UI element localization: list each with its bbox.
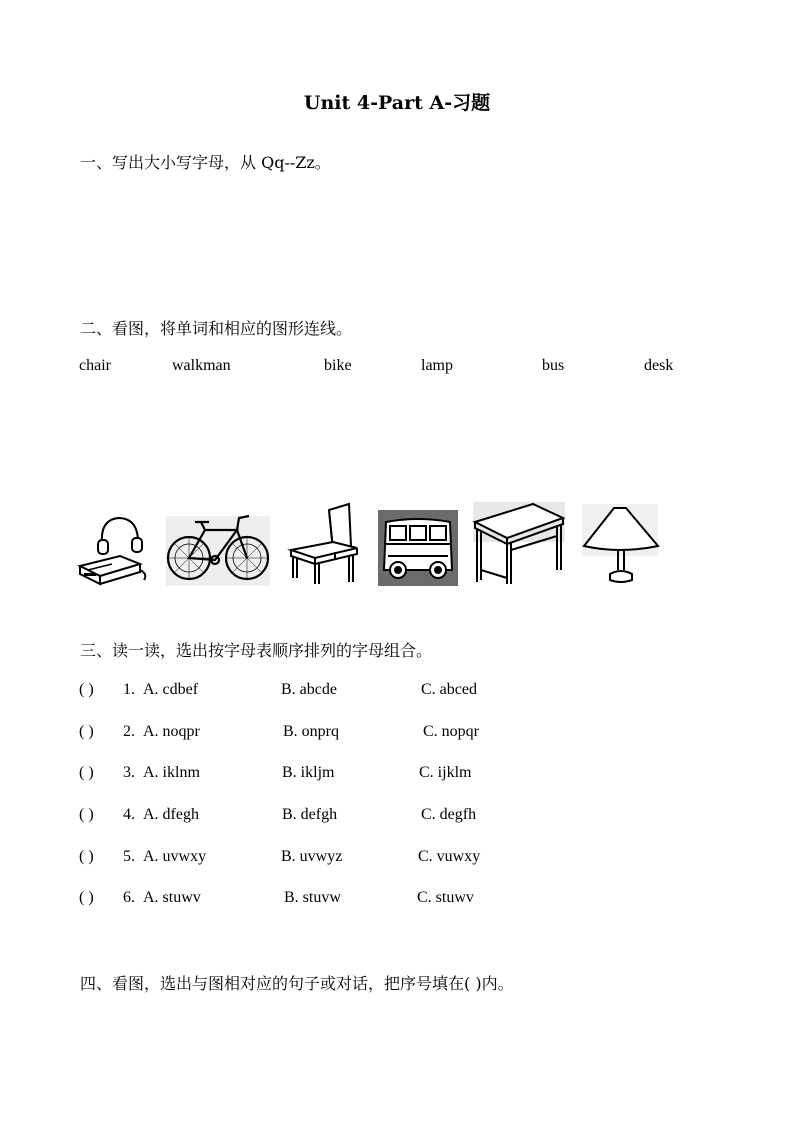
lamp-icon — [580, 500, 660, 586]
question-number: 1. — [123, 681, 135, 698]
page-title: Unit 4-Part A-习题 — [303, 92, 491, 114]
word-bus: bus — [542, 357, 565, 374]
bike-icon — [165, 500, 271, 586]
desk-icon — [471, 500, 567, 586]
section-2-heading: 二、看图，将单词和相应的图形连线。 — [80, 319, 353, 338]
word-bike: bike — [324, 357, 352, 374]
option-c: C. stuwv — [417, 889, 474, 906]
option-a: A. uvwxy — [143, 848, 207, 865]
option-b: B. defgh — [282, 806, 338, 823]
chair-icon — [287, 500, 363, 586]
option-b: B. stuvw — [284, 889, 341, 906]
section-4-heading: 四、看图，选出与图相对应的句子或对话，把序号填在( )内。 — [80, 974, 514, 993]
answer-blank[interactable]: ( ) — [79, 806, 94, 823]
option-b: B. onprq — [283, 723, 339, 740]
section-1-heading: 一、写出大小写字母，从 Qq--Zz。 — [80, 153, 331, 172]
walkman-icon — [76, 500, 154, 586]
bus-icon — [378, 500, 458, 586]
option-c: C. degfh — [421, 806, 477, 823]
answer-blank[interactable]: ( ) — [79, 848, 94, 865]
option-c: C. abced — [421, 681, 477, 698]
question-number: 5. — [123, 848, 135, 865]
question-number: 4. — [123, 806, 135, 823]
option-c: C. ijklm — [419, 764, 472, 781]
section-3-heading: 三、读一读，选出按字母表顺序排列的字母组合。 — [80, 641, 433, 660]
question-number: 6. — [123, 889, 135, 906]
answer-blank[interactable]: ( ) — [79, 681, 94, 698]
option-a: A. stuwv — [143, 889, 201, 906]
word-walkman: walkman — [172, 357, 231, 374]
option-b: B. uvwyz — [281, 848, 343, 865]
option-a: A. dfegh — [143, 806, 199, 823]
option-c: C. vuwxy — [418, 848, 481, 865]
word-chair: chair — [79, 357, 111, 374]
option-b: B. ikljm — [282, 764, 335, 781]
answer-blank[interactable]: ( ) — [79, 723, 94, 740]
word-desk: desk — [644, 357, 674, 374]
question-number: 3. — [123, 764, 135, 781]
option-a: A. cdbef — [143, 681, 199, 698]
answer-blank[interactable]: ( ) — [79, 764, 94, 781]
answer-blank[interactable]: ( ) — [79, 889, 94, 906]
question-number: 2. — [123, 723, 135, 740]
word-lamp: lamp — [421, 357, 453, 374]
option-a: A. iklnm — [143, 764, 200, 781]
option-b: B. abcde — [281, 681, 337, 698]
option-c: C. nopqr — [423, 723, 479, 740]
option-a: A. noqpr — [143, 723, 200, 740]
